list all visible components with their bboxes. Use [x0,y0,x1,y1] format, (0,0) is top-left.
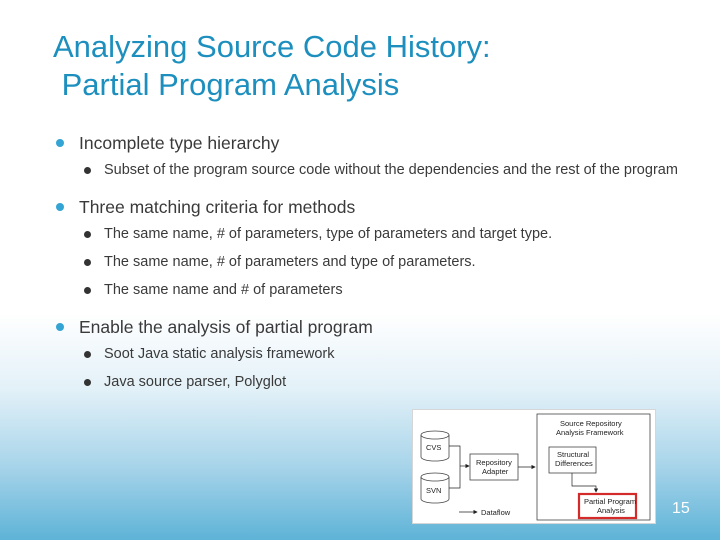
sub-bullet-soot: Soot Java static analysis framework [56,343,689,365]
title-line-1: Analyzing Source Code History: [53,29,491,64]
svn-repository-icon [421,473,449,503]
architecture-diagram [412,409,656,524]
cvs-repository-icon [421,431,449,461]
cvs-label: CVS [426,443,442,452]
page-number: 15 [672,500,690,517]
framework-label-1: Source Repository [560,419,622,428]
structural-label-2: Differences [555,459,593,468]
partial-label-1: Partial Program [584,497,637,506]
dataflow-legend [459,508,511,517]
sub-bullet-criteria-1: The same name, # of parameters, type of parameters and target type. [56,223,689,245]
repository-adapter-box [470,454,518,480]
bullet-list [56,131,686,393]
framework-label-2: Analysis Framework [556,428,624,437]
adapter-label-2: Adapter [482,467,509,476]
svn-label: SVN [426,486,442,495]
bullet-enable-analysis: Enable the analysis of partial program [56,315,686,339]
slide-title [53,28,491,104]
title-line-2: Partial Program Analysis [53,67,400,102]
adapter-label-1: Repository [476,458,512,467]
sub-bullet-subset-source: Subset of the program source code without the dependencies and the rest of the program [56,159,689,181]
sub-bullet-polyglot: Java source parser, Polyglot [56,371,689,393]
structural-label-1: Structural [557,450,590,459]
structural-differences-box [549,447,596,473]
partial-program-analysis-box [579,494,636,518]
legend-label: Dataflow [481,508,511,517]
bullet-matching-criteria: Three matching criteria for methods [56,195,686,219]
bullet-incomplete-type-hierarchy: Incomplete type hierarchy [56,131,686,155]
sub-bullet-criteria-2: The same name, # of parameters and type of parameters. [56,251,689,273]
partial-label-2: Analysis [597,506,625,515]
sub-bullet-criteria-3: The same name and # of parameters [56,279,689,301]
